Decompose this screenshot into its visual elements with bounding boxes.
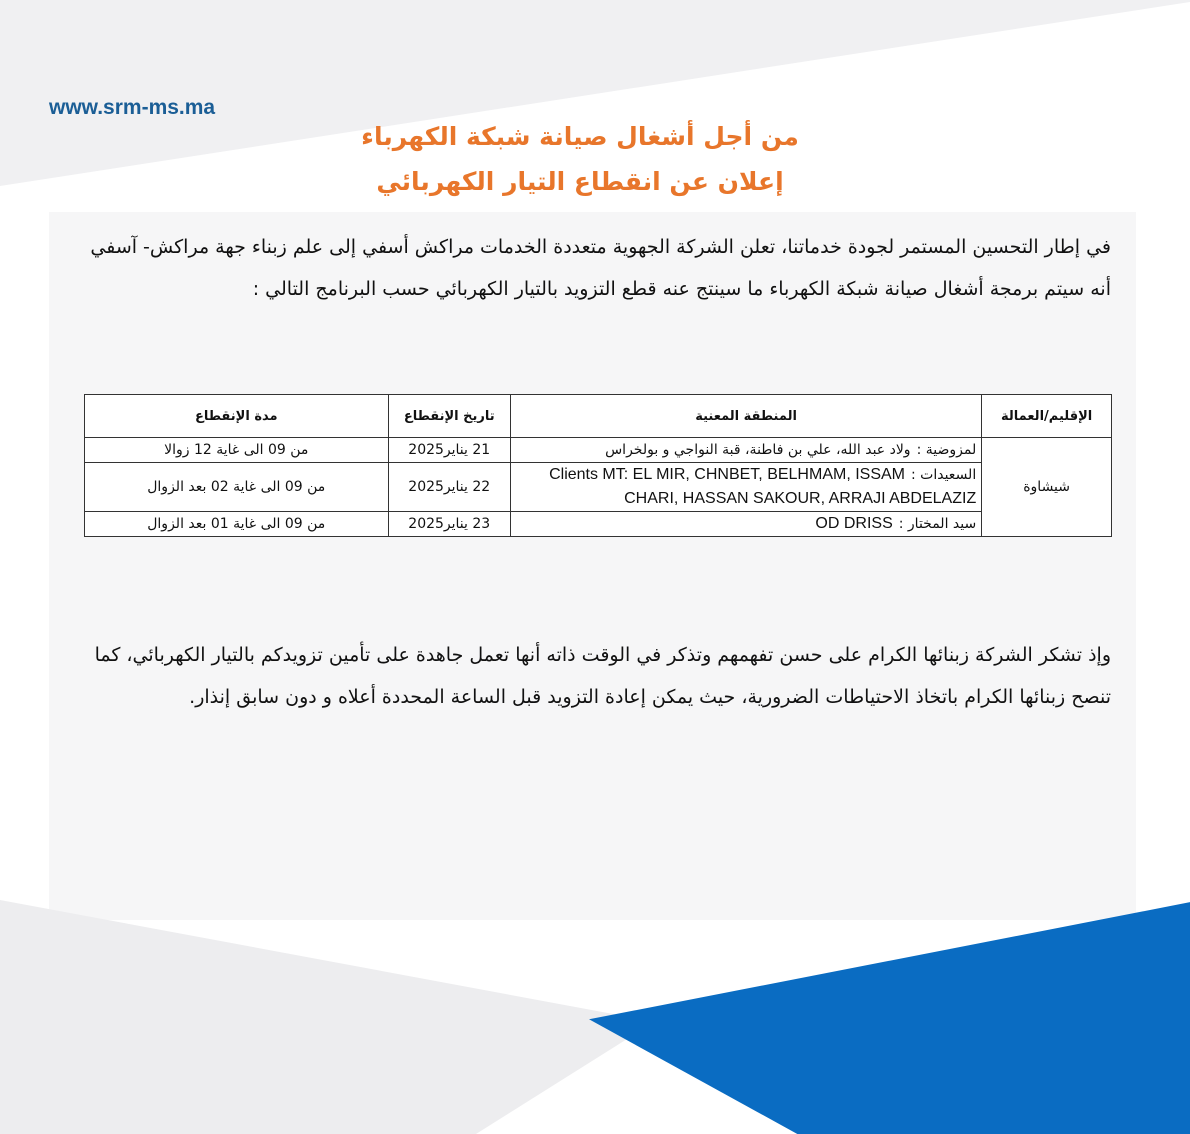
area-cell: [510, 512, 981, 537]
area-cell: [510, 463, 981, 512]
date-cell: 21 يناير2025: [388, 438, 510, 463]
header-province: الإقليم/العمالة: [982, 395, 1112, 438]
date-cell: 22 يناير2025: [388, 463, 510, 512]
header-date: تاريخ الإنقطاع: [388, 395, 510, 438]
duration-cell: من 09 الى غاية 12 زوالا: [85, 438, 389, 463]
area-label: السعيدات :: [911, 467, 977, 483]
closing-paragraph: وإذ تشكر الشركة زبنائها الكرام على حسن تفهمهم وتذكر في الوقت ذاته أنها تعمل جاهدة على تأمين تزويدكم بالتيار الكهربائي، كما تنصح زبنائها الكرام باتخاذ الاحتياطات الضرورية، حيث يمكن إعادة التزويد قبل الساعة المحددة أعلاه و دون سابق إنذار.: [94, 644, 1111, 708]
area-cell: [510, 438, 981, 463]
title-line-1: من أجل أشغال صيانة شبكة الكهرباء: [361, 122, 799, 151]
outage-schedule-table: [84, 394, 1112, 537]
duration-cell: من 09 الى غاية 01 بعد الزوال: [85, 512, 389, 537]
website-url: www.srm-ms.ma: [49, 96, 216, 119]
table-row: [85, 512, 1112, 537]
table-row: [85, 438, 1112, 463]
date-cell: 23 يناير2025: [388, 512, 510, 537]
duration-cell: من 09 الى غاية 02 بعد الزوال: [85, 463, 389, 512]
content-panel: [49, 212, 1136, 920]
area-label: لمزوضية :: [916, 442, 977, 458]
intro-paragraph: في إطار التحسين المستمر لجودة خدماتنا، تعلن الشركة الجهوية متعددة الخدمات مراكش أسفي إلى علم زبناء جهة مراكش- آسفي أنه سيتم برمجة أشغال صيانة شبكة الكهرباء ما سينتج عنه قطع التزويد بالتيار الكهربائي حسب البرنامج التالي :: [90, 236, 1111, 300]
table-header-row: [85, 395, 1112, 438]
header-area: المنطقة المعنية: [510, 395, 981, 438]
area-label: سيد المختار :: [898, 516, 977, 532]
header-duration: مدة الإنقطاع: [85, 395, 389, 438]
table-row: [85, 463, 1112, 512]
area-value: OD DRISS: [815, 515, 893, 532]
area-value: ولاد عبد الله، علي بن فاطنة، قبة النواجي و بولخراس: [605, 442, 911, 458]
province-cell: شيشاوة: [982, 438, 1112, 537]
area-value: Clients MT: EL MIR, CHNBET, BELHMAM, ISSAM CHARI, HASSAN SAKOUR, ARRAJI ABDELAZIZ: [549, 466, 977, 507]
title-line-2: إعلان عن انقطاع التيار الكهربائي: [376, 167, 784, 196]
